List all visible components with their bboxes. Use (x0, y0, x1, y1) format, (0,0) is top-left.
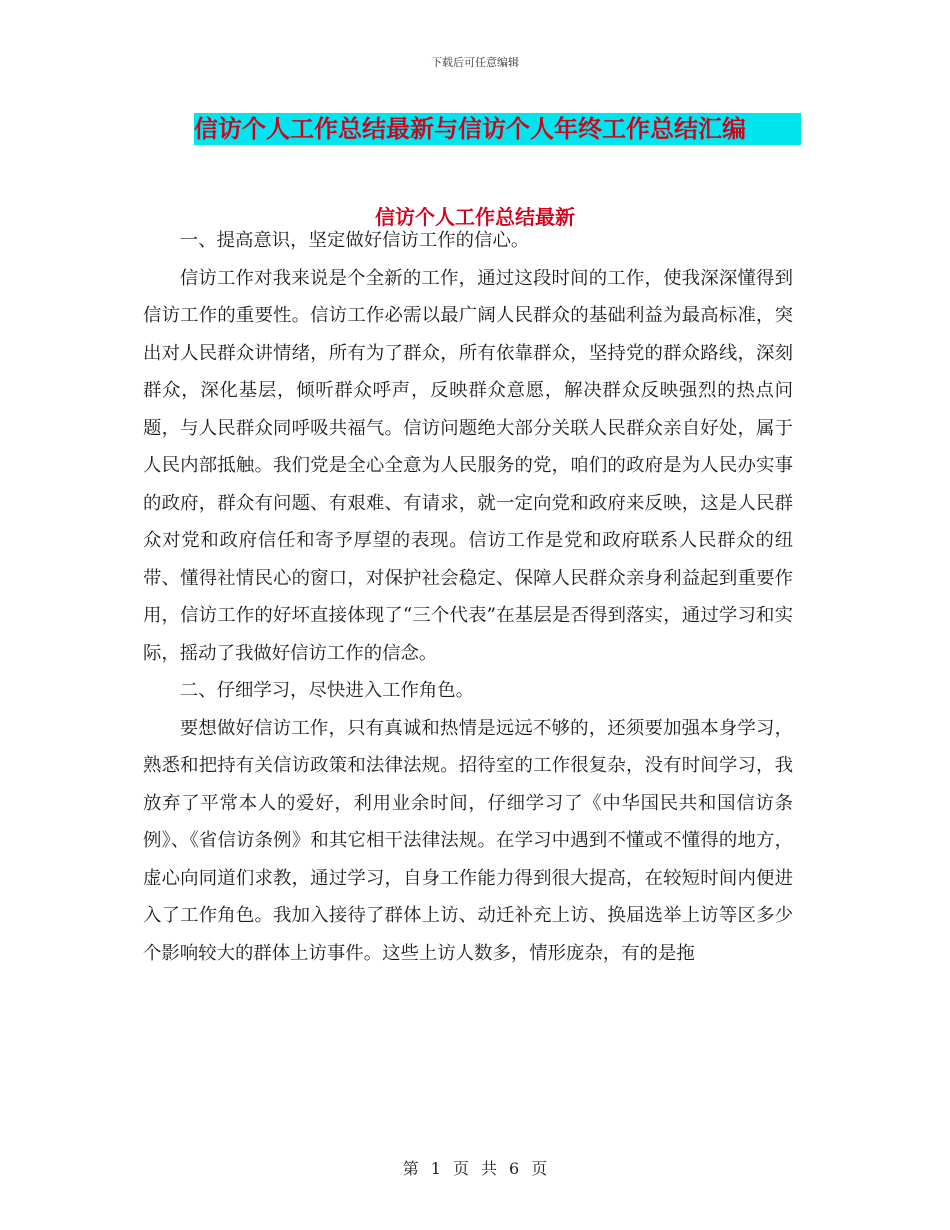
page-footer (0, 1156, 950, 1179)
paragraph: 二、仔细学习，尽快进入工作角色。 (179, 680, 475, 701)
paragraph: 要想做好信访工作，只有真诚和热情是远远不够的，还须要加强本身学习，熟悉和把持有关信访政策和法律法规。招待室的工作很复杂，没有时间学习，我放弃了平常本人的爱好，利用业余时间，仔细学习了《中华国民共和国信访条例》、《省信访条例》和其它相干法律法规。在学习中遇到不懂或不懂得的地方，虚心向同道们求教，通过学习，自身工作能力得到很大提高，在较短时间内便进入了工作角色。我加入接待了群体上访、动迁补充上访、换届选举上访等区多少个影响较大的群体上访事件。这些上访人数多，情形庞杂，有的是拖 (143, 717, 793, 964)
document-title: 信访个人工作总结最新与信访个人年终工作总结汇编 (194, 113, 801, 145)
footer-label-total: 共 (481, 1159, 498, 1178)
body-text (143, 222, 793, 972)
footer-label-unit2: 页 (531, 1159, 548, 1178)
footer-total-pages: 6 (509, 1159, 520, 1178)
section-title: 信访个人工作总结最新 (375, 205, 575, 229)
header-note: 下载后可任意编辑 (431, 56, 519, 69)
paragraph: 一、提高意识，坚定做好信访工作的信心。 (179, 230, 530, 251)
footer-label-page: 第 (402, 1159, 419, 1178)
paragraph: 信访工作对我来说是个全新的工作，通过这段时间的工作，使我深深懂得到信访工作的重要性。信访工作必需以最广阔人民群众的基础利益为最高标准，突出对人民群众讲情绪，所有为了群众，所有依靠群众，坚持党的群众路线，深刻群众，深化基层，倾听群众呼声，反映群众意愿，解决群众反映强烈的热点问题，与人民群众同呼吸共福气。信访问题绝大部分关联人民群众亲自好处，属于人民内部抵触。我们党是全心全意为人民服务的党，咱们的政府是为人民办实事的政府，群众有问题、有艰难、有请求，就一定向党和政府来反映，这是人民群众对党和政府信任和寄予厚望的表现。信访工作是党和政府联系人民群众的纽带、懂得社情民心的窗口，对保护社会稳定、保障人民群众亲身利益起到重要作用，信访工作的好坏直接体现了“三个代表”在基层是否得到落实，通过学习和实际，摇动了我做好信访工作的信念。 (143, 267, 793, 664)
footer-label-unit: 页 (452, 1159, 469, 1178)
footer-current-page: 1 (430, 1159, 441, 1178)
